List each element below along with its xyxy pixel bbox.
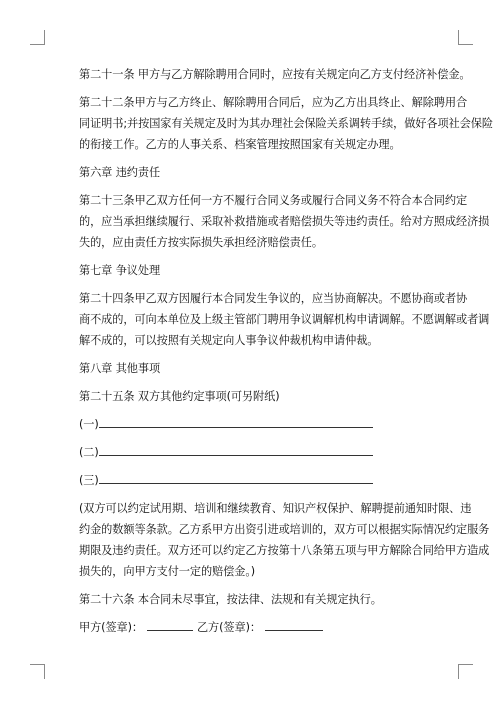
party-a-signature-label: 甲方(签章)： xyxy=(79,621,143,634)
crop-mark-top-right xyxy=(458,30,473,45)
document-body xyxy=(79,66,493,637)
fill-in-underline xyxy=(99,472,373,484)
party-b-signature-label: 乙方(签章)： xyxy=(196,621,261,634)
crop-mark-top-left xyxy=(30,30,45,45)
party-a-signature-blank xyxy=(147,619,193,631)
fill-in-underline xyxy=(99,416,373,428)
text-line: 的，应当承担继续履行、采取补救措施或者赔偿损失等违约责任。给对方照成经济损 xyxy=(79,215,490,228)
text-line: 第二十四条甲乙双方因履行本合同发生争议的，应当协商解决。不愿协商或者协 xyxy=(79,292,468,305)
blank-item-label: (二) xyxy=(79,446,99,459)
text-line: 第二十二条甲方与乙方终止、解除聘用合同后，应为乙方出具终止、解除聘用合 xyxy=(79,96,468,109)
fill-in-underline xyxy=(99,444,373,456)
text-line: 第七章 争议处理 xyxy=(79,264,161,277)
text-line: 损失的，向甲方支付一定的赔偿金。) xyxy=(79,565,256,578)
text-line: 第六章 违约责任 xyxy=(79,166,161,179)
text-line: 第八章 其他事项 xyxy=(79,362,161,375)
crop-mark-bottom-left xyxy=(30,664,45,679)
text-line: 第二十六条 本合同未尽事宜，按法律、法规和有关规定执行。 xyxy=(79,593,382,606)
text-line: 第二十一条 甲方与乙方解除聘用合同时，应按有关规定向乙方支付经济补偿金。 xyxy=(79,68,471,81)
text-line: (双方可以约定试用期、培训和继续教育、知识产权保护、解聘提前通知时限、违 xyxy=(79,502,472,515)
agreement-blank-line xyxy=(79,444,434,462)
crop-mark-bottom-right xyxy=(458,664,473,679)
text-line: 第二十三条甲乙双方任何一方不履行合同义务或履行合同义务不符合本合同约定 xyxy=(79,194,468,207)
text-line: 商不成的，可向本单位及上级主管部门聘用争议调解机构申请调解。不愿调解或者调 xyxy=(79,313,490,326)
party-b-signature-blank xyxy=(265,619,323,631)
blank-item-label: (三) xyxy=(79,474,99,487)
text-line: 失的，应由责任方按实际损失承担经济赔偿责任。 xyxy=(79,236,323,249)
text-line: 期限及违约责任。双方还可以约定乙方按第十八条第五项与甲方解除合同给甲方造成 xyxy=(79,544,490,557)
text-line: 的衔接工作。乙方的人事关系、档案管理按照国家有关规定办理。 xyxy=(79,138,401,151)
blank-item-label: (一) xyxy=(79,418,99,431)
text-line: 约金的数额等条款。乙方系甲方出资引进或培训的，双方可以根据实际情况约定服务 xyxy=(79,523,490,536)
signature-row xyxy=(79,619,434,637)
text-line: 同证明书;并按国家有关规定及时为其办理社会保险关系调转手续，做好各项社会保险 xyxy=(79,117,493,130)
agreement-blank-line xyxy=(79,472,434,490)
text-line: 解不成的，可以按照有关规定向人事争议仲裁机构申请仲裁。 xyxy=(79,334,379,347)
text-line: 第二十五条 双方其他约定事项(可另附纸) xyxy=(79,390,280,403)
agreement-blank-line xyxy=(79,416,434,434)
